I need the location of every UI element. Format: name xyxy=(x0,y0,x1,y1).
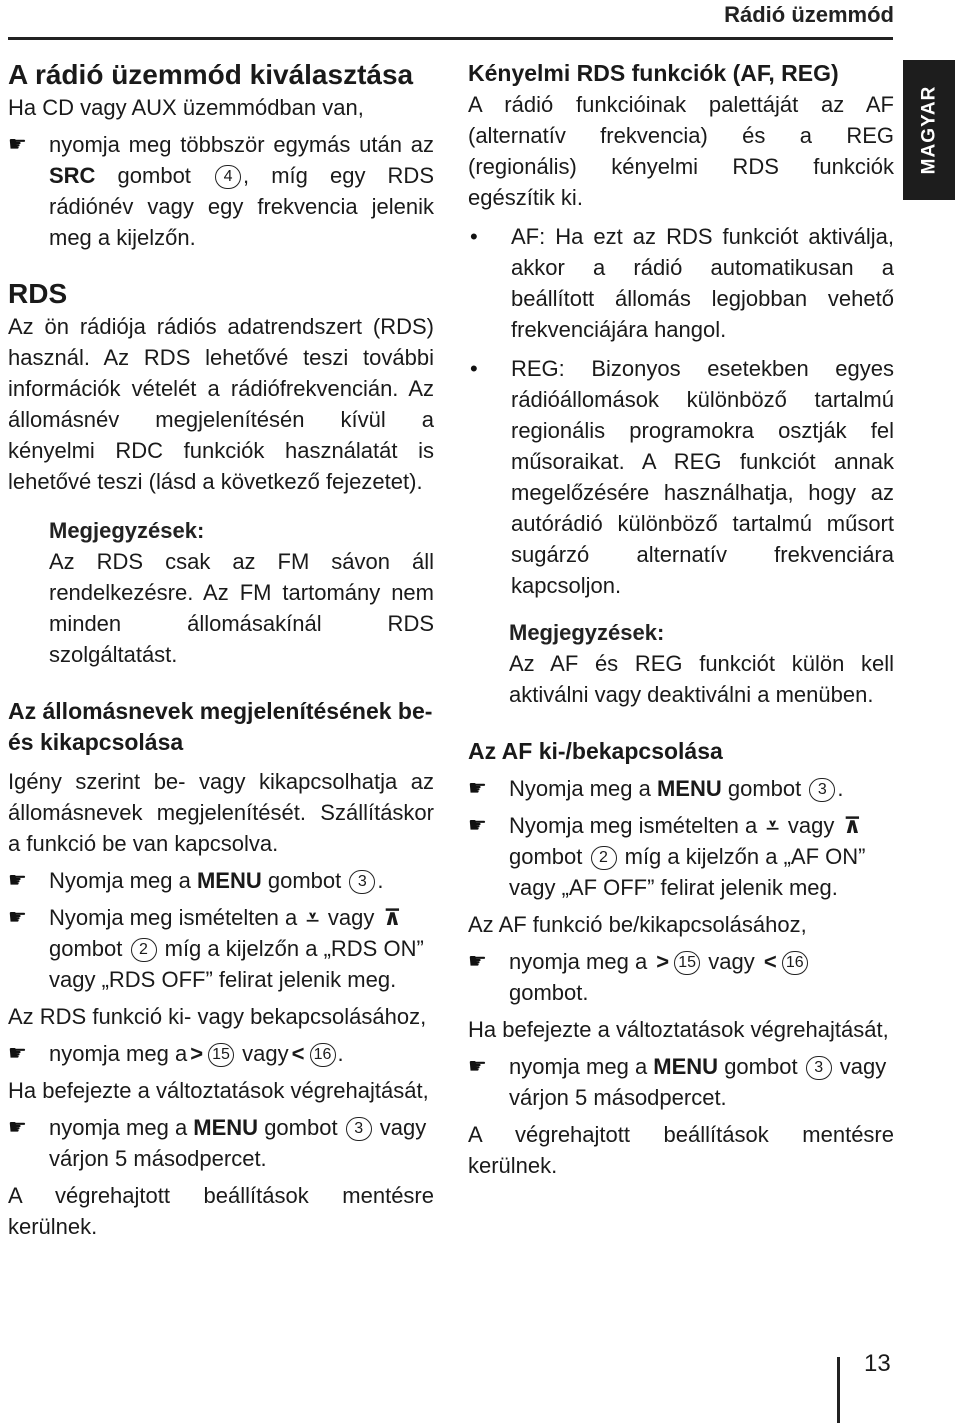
button-number-badge: 3 xyxy=(806,1056,832,1080)
button-number-badge: 16 xyxy=(310,1043,336,1067)
button-number-badge: 4 xyxy=(215,165,241,189)
button-number-badge: 16 xyxy=(782,951,808,975)
language-tab-label: MAGYAR xyxy=(918,85,940,175)
bullet-dot: • xyxy=(470,356,478,381)
up-arrow-button-icon: ⊼ xyxy=(843,813,862,838)
bullet-reg: • REG: Bizonyos esetekben egyes rádióállomások különböző tartalmú regionális programokra osztják fel műsoraikat. A REG funkciót annak megelőzésére használhatja, hogy az autórádió különböző tartalmú műsort sugárzó alternatív frekvenciára kapcsoljon. xyxy=(468,353,894,601)
pointing-hand-icon: ☛ xyxy=(8,1042,27,1065)
pointing-hand-icon: ☛ xyxy=(8,1116,27,1139)
rds-note xyxy=(8,515,434,670)
button-number-badge: 3 xyxy=(809,778,835,802)
section-title-mode-select: A rádió üzemmód kiválasztása xyxy=(8,59,414,90)
button-number-badge: 15 xyxy=(674,951,700,975)
note-body: Az AF és REG funkciót külön kell aktiválni vagy deaktiválni a menüben. xyxy=(509,651,894,707)
src-button-label: SRC xyxy=(49,163,96,188)
page-number-rule xyxy=(837,1357,840,1423)
right-arrow-button-icon: > xyxy=(656,949,670,974)
instruction-step: ☛ nyomja meg a MENU gombot 3 vagy várjon 5 másodpercet. xyxy=(468,1051,894,1113)
rds-toggle-intro: Az RDS funkció ki- vagy bekapcsolásához, xyxy=(8,1004,427,1029)
menu-button-label: MENU xyxy=(193,1115,259,1140)
button-number-badge: 15 xyxy=(208,1043,234,1067)
pointing-hand-icon: ☛ xyxy=(468,950,487,973)
pointing-hand-icon: ☛ xyxy=(468,814,487,837)
button-number-badge: 2 xyxy=(131,938,157,962)
af-reg-note xyxy=(468,617,894,710)
note-title: Megjegyzések: xyxy=(49,518,205,543)
button-number-badge: 3 xyxy=(349,870,375,894)
down-arrow-button-icon: ⩡ xyxy=(306,905,319,930)
af-toggle-intro: Az AF funkció be/kikapcsolásához, xyxy=(468,912,807,937)
menu-button-label: MENU xyxy=(653,1054,719,1079)
mode-select-intro: Ha CD vagy AUX üzemmódban van, xyxy=(8,95,364,120)
section-title-rds: RDS xyxy=(8,278,68,309)
note-title: Megjegyzések: xyxy=(509,620,665,645)
note-body: Az RDS csak az FM sávon áll rendelkezésre. Az FM tartomány nem minden állomásakínál RDS szolgáltatást. xyxy=(49,549,434,667)
section-title-comfort-rds: Kényelmi RDS funkciók (AF, REG) xyxy=(468,60,839,86)
page-header-title: Rádió üzemmód xyxy=(724,2,894,27)
pointing-hand-icon: ☛ xyxy=(8,133,27,156)
comfort-rds-intro: A rádió funkcióinak palettáját az AF (alternatív frekvencia) és a REG (regionális) kényelmi RDS funkciók egészítik ki. xyxy=(468,92,894,210)
pointing-hand-icon: ☛ xyxy=(8,869,27,892)
header-rule xyxy=(8,37,893,40)
instruction-step: ☛ nyomja meg a > 15 vagy < 16 . xyxy=(8,1038,434,1069)
left-column xyxy=(8,58,434,1242)
finish-intro: Ha befejezte a változtatások végrehajtását, xyxy=(8,1078,429,1103)
station-names-intro: Igény szerint be- vagy kikapcsolhatja az állomásnevek megjelenítését. Szállításkor a funkció be van kapcsolva. xyxy=(8,769,434,856)
instruction-step: ☛ Nyomja meg a MENU gombot 3 . xyxy=(8,865,434,896)
right-column xyxy=(468,58,894,1181)
up-arrow-button-icon: ⊼ xyxy=(383,905,402,930)
section-title-station-names: Az állomásnevek megjelenítésének be- és kikapcsolása xyxy=(8,698,433,755)
language-tab xyxy=(903,60,955,200)
left-arrow-button-icon: < xyxy=(763,949,777,974)
page-number: 13 xyxy=(864,1350,891,1377)
left-arrow-button-icon: < xyxy=(291,1041,305,1066)
instruction-step: ☛ nyomja meg a > 15 vagy < 16 gombot. xyxy=(468,946,894,1008)
menu-button-label: MENU xyxy=(196,868,262,893)
instruction-step: ☛ Nyomja meg ismételten a ⩡ vagy ⊼ gombot 2 míg a kijelzőn a „RDS ON” vagy „RDS OFF” felirat jelenik meg. xyxy=(8,902,434,995)
menu-button-label: MENU xyxy=(656,776,722,801)
down-arrow-button-icon: ⩡ xyxy=(766,813,779,838)
bullet-dot: • xyxy=(470,224,478,249)
settings-saved-text: A végrehajtott beállítások mentésre kerülnek. xyxy=(8,1183,434,1239)
rds-body: Az ön rádiója rádiós adatrendszert (RDS) használ. Az RDS lehetővé teszi további információk vételét a rádiófrekvencián. Az állomásnév megjelenítésén kívül a kényelmi RDC funkciók használatát is lehetővé teszi (lásd a következő fejezetet). xyxy=(8,314,434,494)
settings-saved-text: A végrehajtott beállítások mentésre kerülnek. xyxy=(468,1122,894,1178)
pointing-hand-icon: ☛ xyxy=(468,777,487,800)
instruction-step: ☛ Nyomja meg a MENU gombot 3 . xyxy=(468,773,894,804)
button-number-badge: 3 xyxy=(346,1117,372,1141)
finish-intro: Ha befejezte a változtatások végrehajtását, xyxy=(468,1017,889,1042)
instruction-step: ☛ nyomja meg a MENU gombot 3 vagy várjon 5 másodpercet. xyxy=(8,1112,434,1174)
pointing-hand-icon: ☛ xyxy=(8,906,27,929)
instruction-step: ☛ nyomja meg többször egymás után az SRC gombot 4 , míg egy RDS rádiónév vagy egy frekvencia jelenik meg a kijelzőn. xyxy=(8,129,434,253)
instruction-step: ☛ Nyomja meg ismételten a ⩡ vagy ⊼ gombot 2 míg a kijelzőn a „AF ON” vagy „AF OFF” felirat jelenik meg. xyxy=(468,810,894,903)
bullet-af: • AF: Ha ezt az RDS funkciót aktiválja, akkor a rádió automatikusan a beállított állomás legjobban vehető frekvenciájára hangol. xyxy=(468,221,894,345)
pointing-hand-icon: ☛ xyxy=(468,1055,487,1078)
section-title-af-toggle: Az AF ki-/bekapcsolása xyxy=(468,738,723,764)
right-arrow-button-icon: > xyxy=(190,1041,204,1066)
button-number-badge: 2 xyxy=(591,846,617,870)
